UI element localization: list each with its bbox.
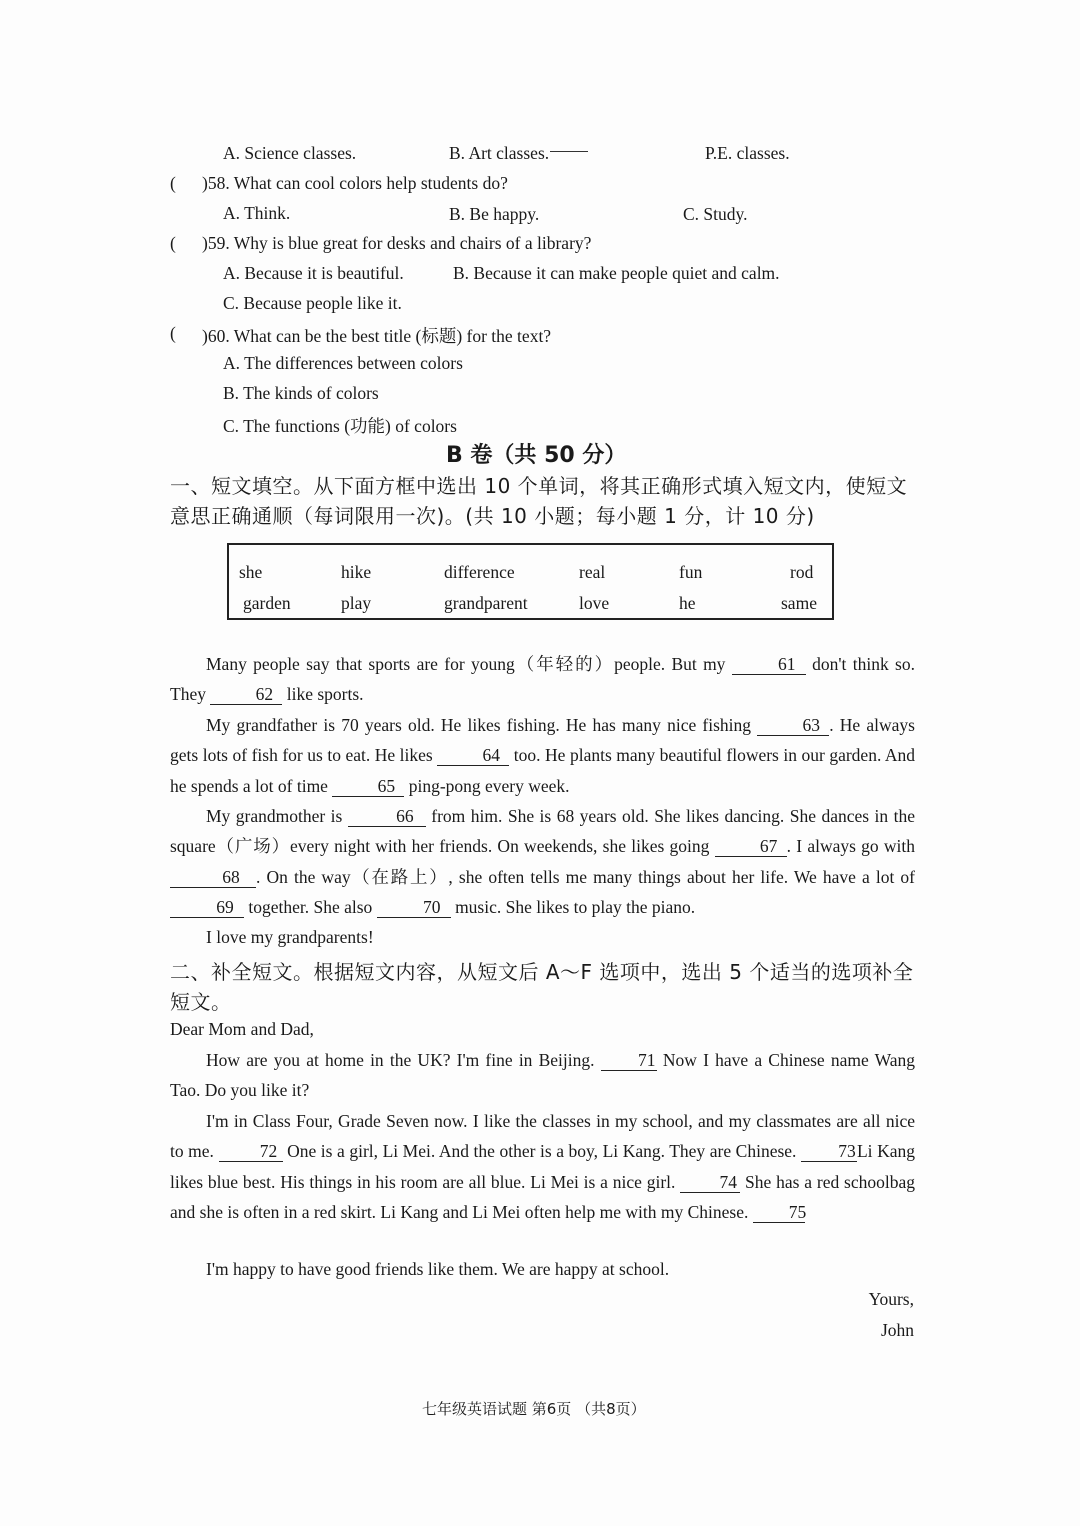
blank-66[interactable]: 66: [348, 806, 426, 827]
stray-mark: [550, 151, 588, 152]
q58-paren[interactable]: (: [170, 173, 176, 193]
blank-71[interactable]: 71: [601, 1050, 657, 1071]
letter-para3: I'm happy to have good friends like them. We are happy at school.: [206, 1259, 670, 1279]
blank-75[interactable]: 75: [753, 1202, 805, 1223]
q60-option-c: C. The functions (功能) of colors: [223, 416, 457, 436]
passage1-para3: My grandmother is 66 from him. She is 68 years old. She likes dancing. She dances in the square（广场）every night with her friends. On weekends, she likes going 67 . I always go with 68 . On the way（在路上）, she often tells me many things about her life. We have a lot of 69 together. She also 70 music. She likes to play the piano.: [170, 806, 915, 918]
blank-61[interactable]: 61: [732, 654, 806, 675]
word-box-item: difference: [444, 562, 515, 582]
passage1-para4: I love my grandparents!: [206, 927, 374, 947]
letter-greeting: Dear Mom and Dad,: [170, 1019, 314, 1039]
q57-option-a: A. Science classes.: [223, 143, 357, 163]
blank-67[interactable]: 67: [715, 836, 787, 857]
q60-option-a: A. The differences between colors: [223, 353, 463, 373]
q59-paren[interactable]: (: [170, 233, 176, 253]
section-b-title: B 卷（共 50 分）: [446, 443, 627, 468]
q60-paren[interactable]: (: [170, 323, 176, 343]
part1-instruction-line2: 意思正确通顺（每词限用一次)。(共 10 小题；每小题 1 分，计 10 分): [170, 504, 815, 528]
word-box-item: same: [781, 593, 817, 613]
q59-option-a: A. Because it is beautiful.: [223, 263, 404, 283]
word-box: [227, 543, 834, 620]
word-box-item: real: [579, 562, 606, 582]
word-box-item: fun: [679, 562, 703, 582]
passage1-para1: Many people say that sports are for young（年轻的）people. But my 61 don't think so. They 62 like sports.: [170, 654, 915, 705]
word-box-item: rod: [790, 562, 814, 582]
q58-option-b: B. Be happy.: [449, 204, 540, 224]
blank-62[interactable]: 62: [210, 684, 282, 705]
letter-para1: How are you at home in the UK? I'm fine in Beijing. 71 Now I have a Chinese name Wang Tao. Do you like it?: [170, 1050, 916, 1101]
blank-68[interactable]: 68: [170, 867, 256, 888]
passage1-para2: My grandfather is 70 years old. He likes fishing. He has many nice fishing 63 . He always gets lots of fish for us to eat. He likes 64 too. He plants many beautiful flowers in our garden. And he spends a lot of time 65 ping-pong every week.: [170, 715, 916, 796]
blank-73[interactable]: 73: [801, 1141, 857, 1162]
word-box-item: he: [679, 593, 696, 613]
blank-64[interactable]: 64: [437, 745, 509, 766]
blank-70[interactable]: 70: [377, 897, 451, 918]
part2-instruction-line2: 短文。: [170, 990, 232, 1014]
q57-option-c: P.E. classes.: [705, 143, 790, 163]
blank-72[interactable]: 72: [219, 1141, 283, 1162]
word-box-item: she: [239, 562, 263, 582]
q58-stem: )58. What can cool colors help students do?: [202, 173, 508, 193]
blank-74[interactable]: 74: [680, 1172, 740, 1193]
part2-instruction-line1: 二、补全短文。根据短文内容，从短文后 A～F 选项中，选出 5 个适当的选项补全: [170, 960, 914, 984]
q59-option-c: C. Because people like it.: [223, 293, 402, 313]
word-box-item: play: [341, 593, 372, 613]
blank-69[interactable]: 69: [170, 897, 244, 918]
q60-option-b: B. The kinds of colors: [223, 383, 379, 403]
q58-option-a: A. Think.: [223, 203, 291, 223]
letter-para2: I'm in Class Four, Grade Seven now. I like the classes in my school, and my classmates are all nice to me. 72 One is a girl, Li Mei. And the other is a boy, Li Kang. They are Chinese. 73Li Kang likes blue best. His things in his room are all blue. Li Mei is a nice girl. 74 She has a red schoolbag and she is often in a red skirt. Li Kang and Li Mei often help me with my Chinese. 75: [170, 1111, 916, 1223]
blank-63[interactable]: 63: [757, 715, 829, 736]
blank-65[interactable]: 65: [332, 776, 404, 797]
q59-stem: )59. Why is blue great for desks and chairs of a library?: [202, 233, 592, 253]
part1-instruction-line1: 一、短文填空。从下面方框中选出 10 个单词，将其正确形式填入短文内，使短文: [170, 474, 908, 498]
word-box-item: garden: [243, 593, 291, 613]
word-box-item: hike: [341, 562, 372, 582]
q59-option-b: B. Because it can make people quiet and calm.: [453, 263, 780, 283]
q58-option-c: C. Study.: [683, 204, 748, 224]
letter-signature: John: [880, 1320, 914, 1340]
word-box-item: grandparent: [444, 593, 528, 613]
page-footer: 七年级英语试题 第6页 （共8页）: [422, 1400, 646, 1418]
q57-option-b: B. Art classes.: [449, 143, 550, 163]
letter-closing: Yours,: [868, 1289, 914, 1309]
q60-stem: )60. What can be the best title (标题) for the text?: [202, 326, 552, 346]
word-box-item: love: [579, 593, 610, 613]
